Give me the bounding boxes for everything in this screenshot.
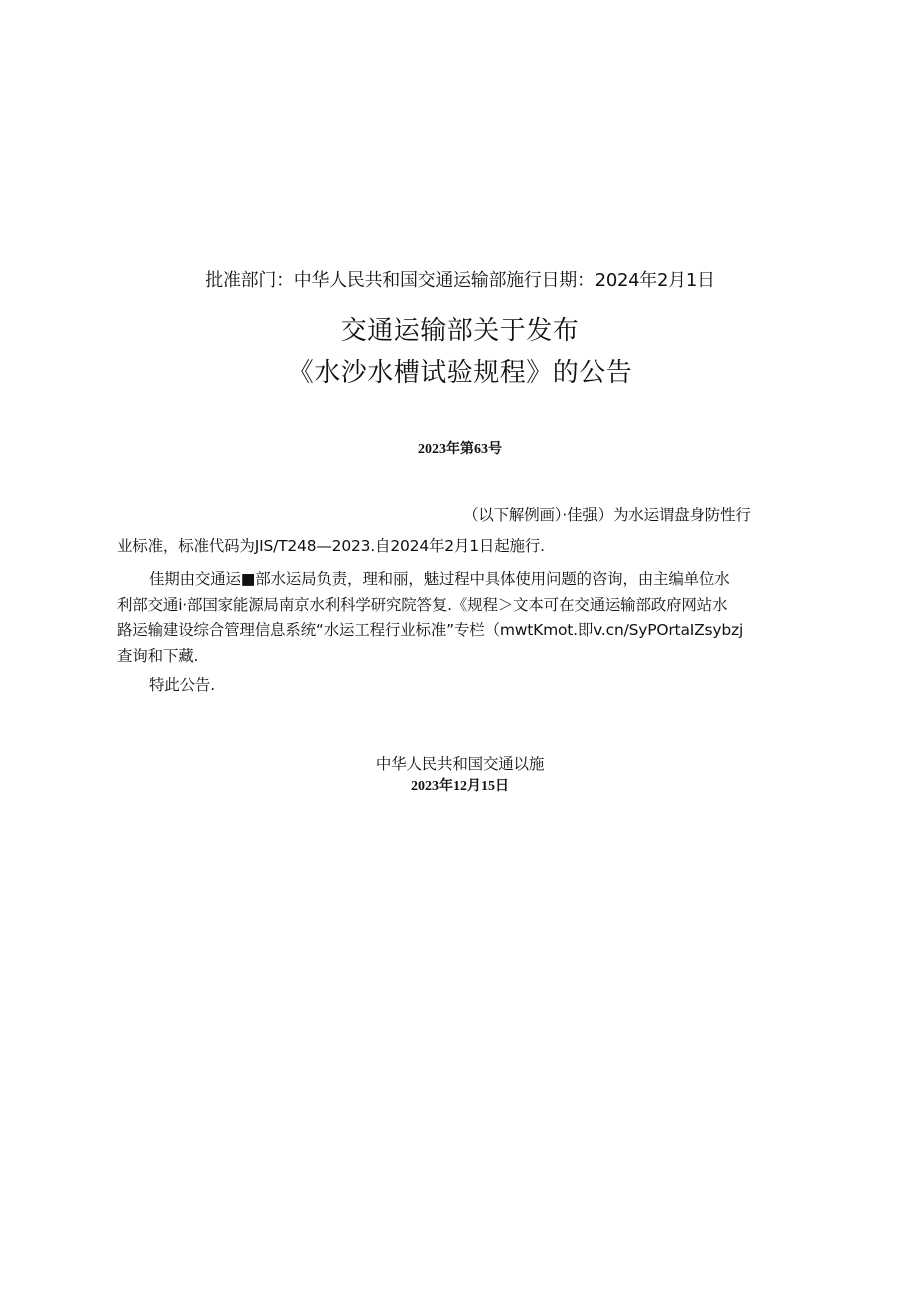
paragraph-1-line-2: 业标准，标准代码为JIS/T248—2023.自2024年2月1日起施行. [117,537,545,555]
paragraph-2-line-4: 查询和下藏. [117,647,199,665]
signing-date: 2023年12月15日 [411,779,509,794]
paragraph-2-line-3: 路运输建设综合管理信息系统“水运工程行业标准”专栏（mwtKmot.即v.cn/SyPOrtaIZsybzj [117,621,744,639]
closing-statement: 特此公告. [149,676,215,694]
signing-organization: 中华人民共和国交通以施 [375,755,545,773]
announcement-title-line-2: 《水沙水槽试验规程》的公告 [287,358,633,388]
paragraph-2-line-1: 佳期由交通运■部水运局负责，理和丽，魅过程中具体使用问题的咨询，由主编单位水 [149,570,730,588]
announcement-title-line-1: 交通运输部关于发布 [340,316,580,346]
paragraph-1-line-1: （以下解例画）·佳强）为水运谓盘身防性行 [463,506,751,524]
paragraph-2-line-2: 利部交通i·部国家能源局南京水利科学研究院答复.《规程＞文本可在交通运输部政府网站水 [117,596,728,614]
approval-info-line: 批准部门：中华人民共和国交通运输部施行日期：2024年2月1日 [205,270,715,291]
document-number: 2023年第63号 [418,442,502,457]
